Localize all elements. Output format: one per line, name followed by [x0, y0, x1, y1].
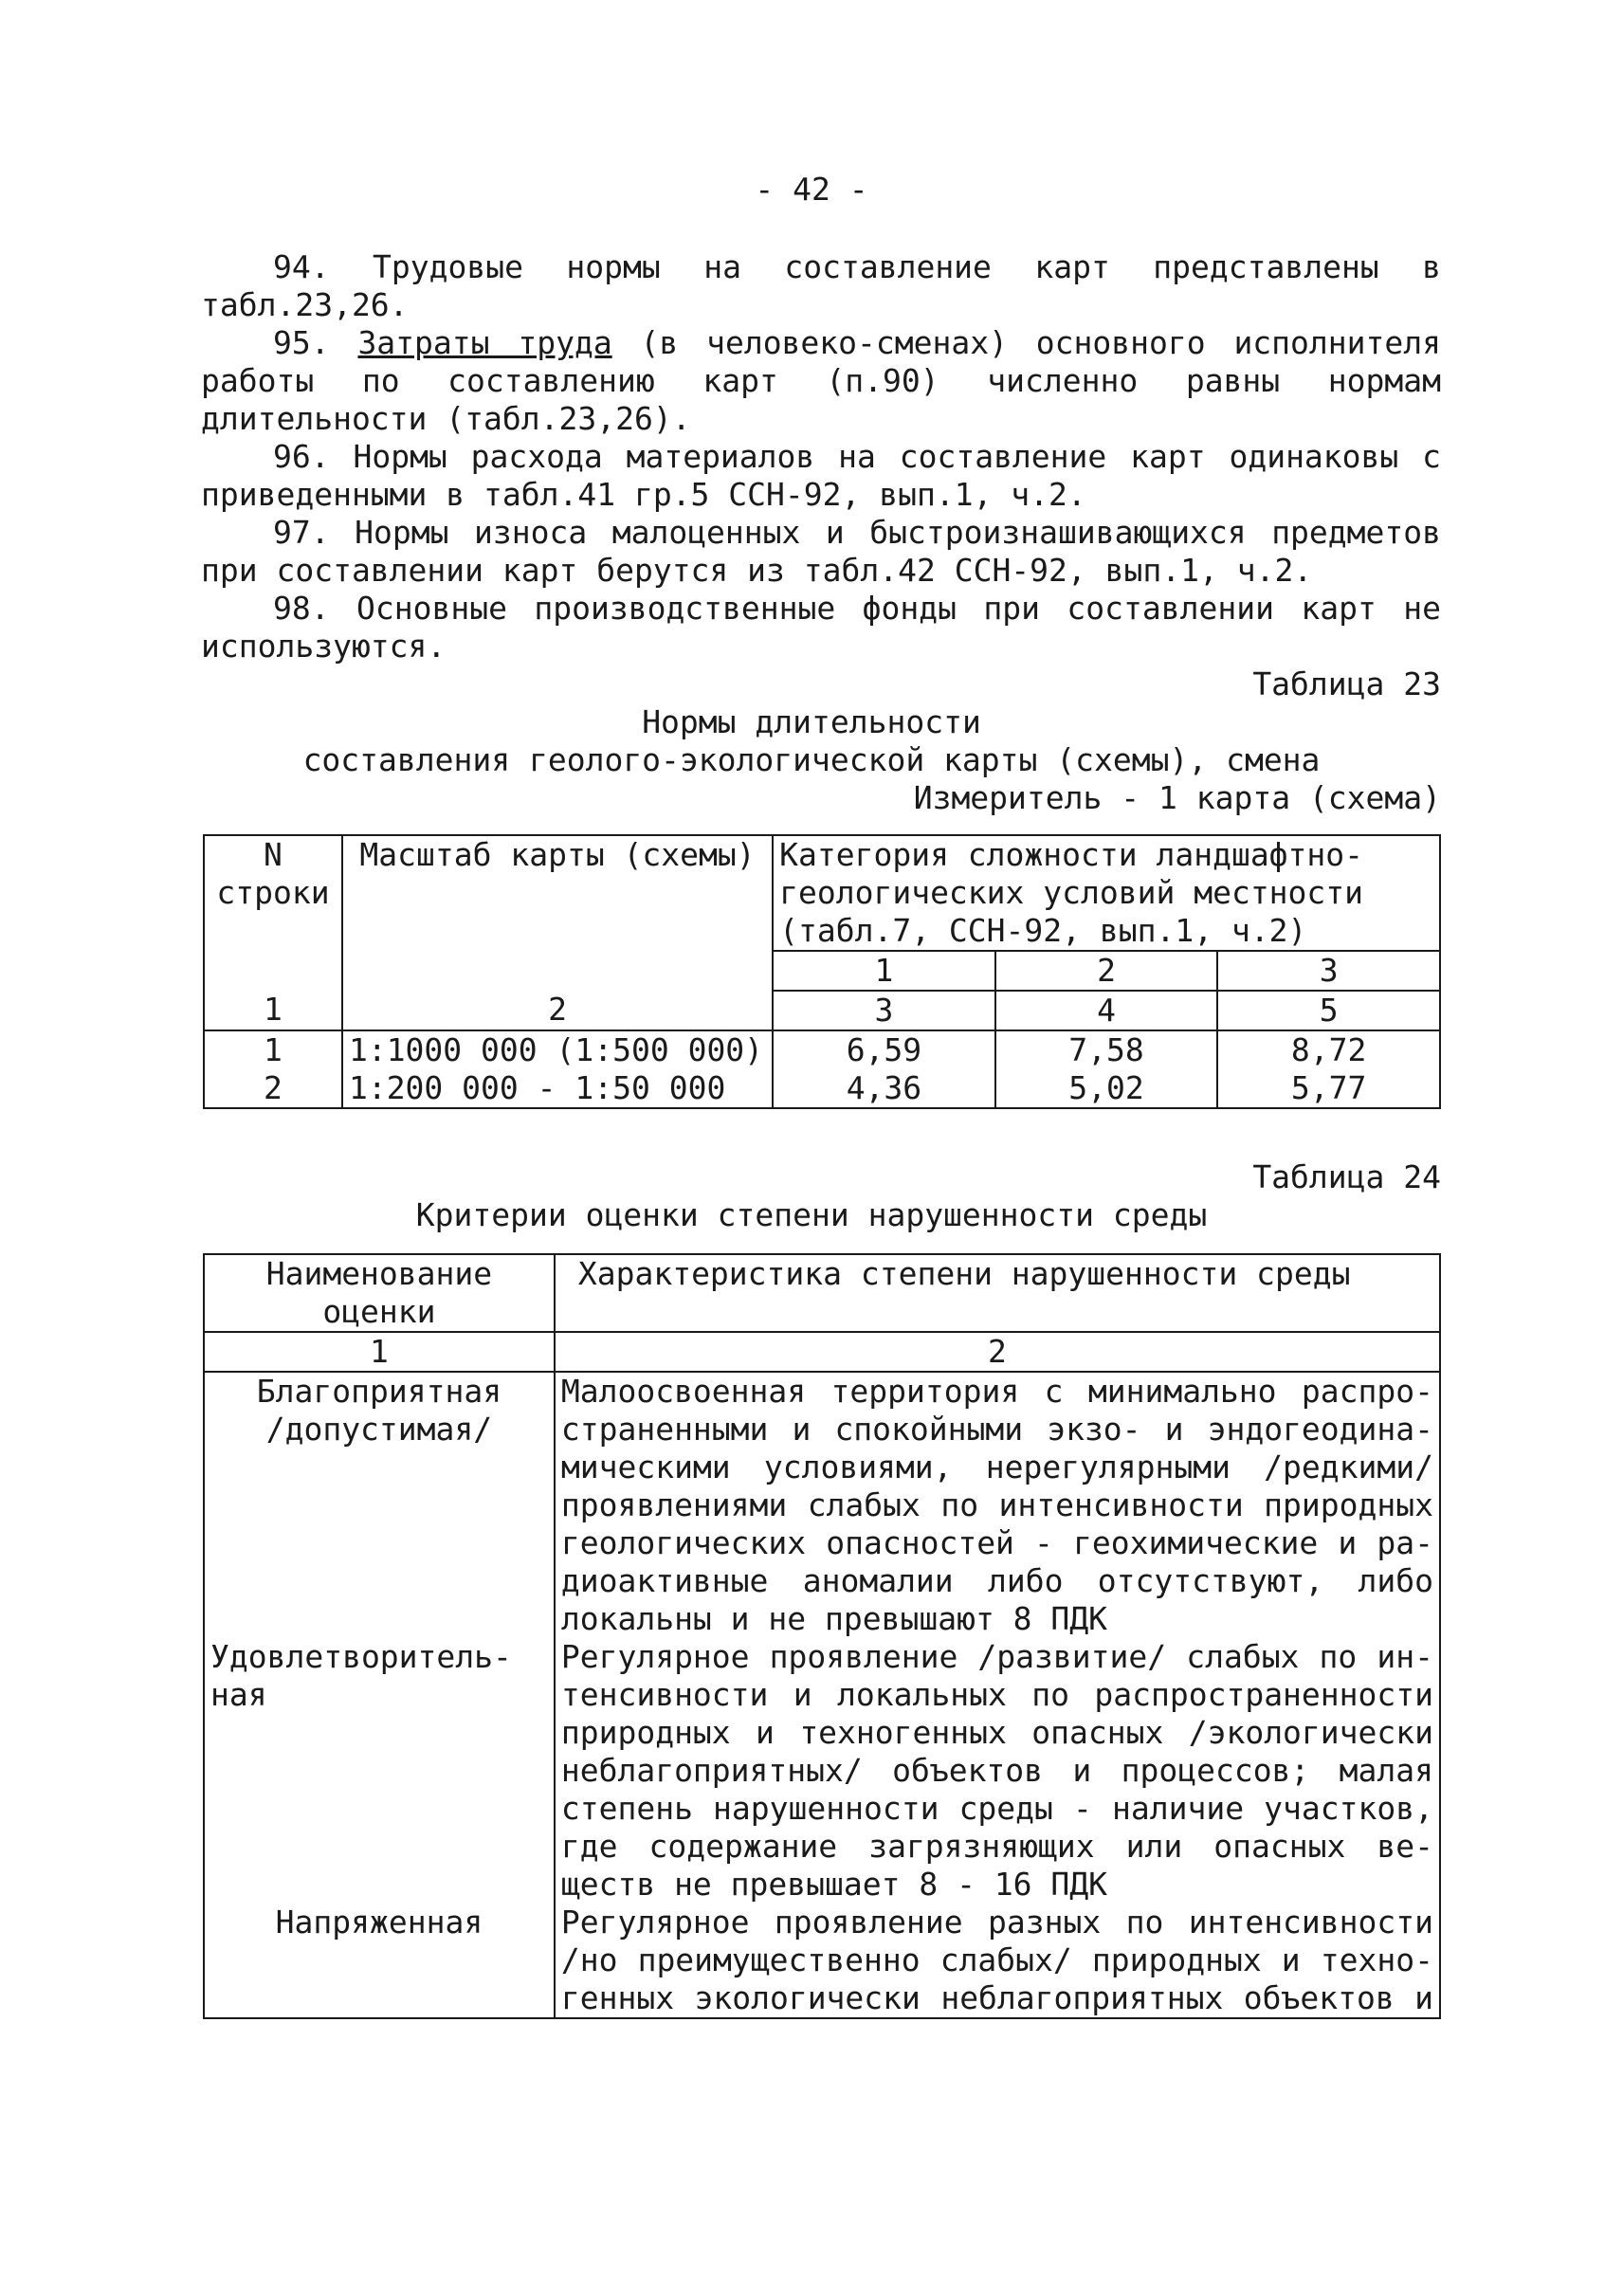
table23-colnum: 4 — [995, 991, 1218, 1030]
table24-desc-line: Малоосвоенная территория с минимально распро- — [560, 1373, 1433, 1410]
table24-head-desc-text: Характеристика степени нарушенности среды — [577, 1255, 1351, 1292]
table-24 — [203, 1253, 1441, 2019]
table24-name-line: Напряженная — [275, 1904, 483, 1941]
table24-desc-line: Регулярное проявление разных по интенсивности — [560, 1904, 1433, 1941]
table23-colnum: 3 — [773, 991, 995, 1030]
table24-desc-line: генных экологически неблагоприятных объектов и — [560, 1979, 1433, 2016]
table24-desc-line: где содержание загрязняющих или опасных ве- — [560, 1828, 1433, 1865]
table24-name-line: ная — [210, 1676, 267, 1713]
paragraph-95-prefix: 95. — [273, 324, 358, 361]
table-row — [204, 1372, 1440, 1638]
paragraph-95-text: (в человеко-сменах) основного исполнителя работы по составлению карт (п.90) численно равны нормам длительности (табл.23,26). — [201, 324, 1441, 437]
paragraph-95-underlined: Затраты труда — [357, 324, 612, 361]
table-23 — [203, 834, 1441, 1109]
table24-cell-desc — [555, 1638, 1440, 1904]
table-row — [204, 1638, 1440, 1904]
table24-desc-line: ществ не превышает 8 - 16 ПДК — [560, 1866, 1108, 1903]
table24-cell-desc — [555, 1372, 1440, 1638]
table24-cell-name — [204, 1904, 555, 2018]
table24-colnum-row — [204, 1332, 1440, 1372]
paragraph-96-text: 96. Нормы расхода материалов на составление карт одинаковы с приведенными в табл.41 гр.5 ССН-92, вып.1, ч.2. — [201, 438, 1441, 513]
table23-title2: составления геолого-экологической карты (схемы), смена — [302, 741, 1321, 778]
table24-colnum: 1 — [204, 1332, 555, 1372]
paragraph-95 — [201, 324, 1441, 438]
table24-desc-line: диоактивные аномалии либо отсутствуют, либо — [560, 1562, 1433, 1599]
table24-desc-line: природных и техногенных опасных /экологически — [560, 1714, 1433, 1751]
paragraph-98 — [201, 590, 1441, 665]
table24-name-line: Удовлетворитель- — [210, 1638, 512, 1675]
table23-head-category — [773, 835, 1440, 951]
table23-cell-v1: 6,59 — [773, 1030, 995, 1069]
table24-name-line: /допустимая/ — [265, 1411, 493, 1448]
table23-cell-v3: 8,72 — [1217, 1030, 1440, 1069]
table23-head-cat1: 1 — [773, 951, 995, 991]
table24-colnum: 2 — [555, 1332, 1440, 1372]
table23-colnum-row — [204, 991, 1440, 1030]
table24-header-row — [204, 1254, 1440, 1332]
table23-cell-scale: 1:200 000 - 1:50 000 — [342, 1069, 773, 1108]
table24-desc-line: степень нарушенности среды - наличие участков, — [560, 1790, 1433, 1827]
paragraph-94 — [201, 248, 1441, 324]
table24-label: Таблица 24 — [1252, 1158, 1441, 1195]
paragraph-96 — [201, 438, 1441, 514]
table23-cell-v2: 5,02 — [995, 1069, 1218, 1108]
table23-head-scale: Масштаб карты (схемы) — [342, 835, 773, 991]
paragraph-94-text: 94. Трудовые нормы на составление карт представлены в табл.23,26. — [201, 248, 1441, 323]
table24-cell-name — [204, 1638, 555, 1904]
table23-cell-v3: 5,77 — [1217, 1069, 1440, 1108]
table23-head-cat2: 2 — [995, 951, 1218, 991]
table23-head-n-line2: строки — [216, 874, 330, 911]
table24-desc-line: страненными и спокойными экзо- и эндогеодина- — [560, 1411, 1433, 1448]
table23-head-n — [204, 835, 342, 991]
table23-head-cat-line3: (табл.7, ССН-92, вып.1, ч.2) — [779, 912, 1307, 949]
table23-colnum: 1 — [204, 991, 342, 1030]
table23-cell-n: 1 — [204, 1030, 342, 1069]
table24-head-name-line1: Наименование — [265, 1255, 493, 1292]
table23-measure: Измеритель - 1 карта (схема) — [913, 779, 1441, 816]
table24-cell-desc — [555, 1904, 1440, 2018]
table-row — [204, 1904, 1440, 2018]
table23-head-n-line1: N — [264, 836, 283, 873]
table23-cell-scale: 1:1000 000 (1:500 000) — [342, 1030, 773, 1069]
table24-name-line: Благоприятная — [256, 1373, 502, 1410]
table23-colnum: 2 — [342, 991, 773, 1030]
table24-desc-line: Регулярное проявление /развитие/ слабых по ин- — [560, 1638, 1433, 1675]
table24-title: Критерии оценки степени нарушенности среды — [415, 1196, 1208, 1233]
table23-head-cat-line1: Категория сложности ландшафтно- — [779, 836, 1364, 873]
table23-head-cat-line2: геологических условий местности — [779, 874, 1364, 911]
table24-desc-line: геологических опасностей - геохимические и ра- — [560, 1524, 1433, 1561]
table24-desc-line: мическими условиями, нерегулярными /редкими/ — [560, 1449, 1433, 1485]
table23-header-row-1 — [204, 835, 1440, 951]
table24-head-name-line2: оценки — [322, 1293, 436, 1330]
table23-cell-v2: 7,58 — [995, 1030, 1218, 1069]
table24-desc-line: тенсивности и локальных по распространенности — [560, 1676, 1433, 1713]
table24-head-name — [204, 1254, 555, 1332]
table24-desc-line: локальны и не превышают 8 ПДК — [560, 1600, 1108, 1637]
paragraph-97 — [201, 514, 1441, 590]
paragraph-98-text: 98. Основные производственные фонды при составлении карт не используются. — [201, 590, 1441, 665]
table23-title1: Нормы длительности — [642, 703, 981, 740]
table23-cell-n: 2 — [204, 1069, 342, 1108]
table24-desc-line: неблагоприятных/ объектов и процессов; малая — [560, 1752, 1433, 1789]
page-number: - 42 - — [755, 171, 868, 208]
table24-desc-line: /но преимущественно слабых/ природных и техно- — [560, 1941, 1433, 1978]
table24-cell-name — [204, 1372, 555, 1638]
table23-cell-v1: 4,36 — [773, 1069, 995, 1108]
table24-desc-line: проявлениями слабых по интенсивности природных — [560, 1486, 1433, 1523]
table23-head-cat3: 3 — [1217, 951, 1440, 991]
table23-colnum: 5 — [1217, 991, 1440, 1030]
table24-head-desc — [555, 1254, 1440, 1332]
paragraph-97-text: 97. Нормы износа малоценных и быстроизнашивающихся предметов при составлении карт берутся из табл.42 ССН-92, вып.1, ч.2. — [201, 514, 1441, 589]
table23-label: Таблица 23 — [1252, 665, 1441, 702]
table-row — [204, 1030, 1440, 1069]
table-row — [204, 1069, 1440, 1108]
